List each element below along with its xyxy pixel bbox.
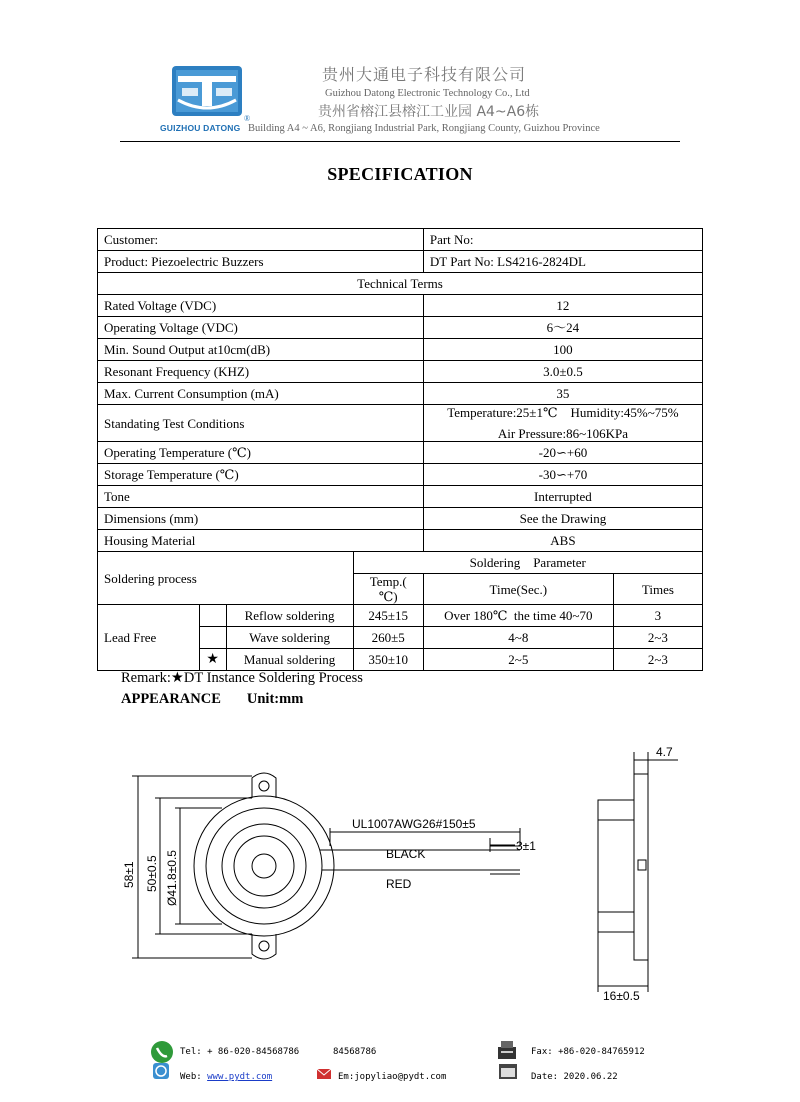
lead-free-label: Lead Free <box>98 605 200 671</box>
company-name-cn: 贵州大通电子科技有限公司 <box>322 65 527 84</box>
soldering-parameter-header: Soldering Parameter <box>353 552 702 574</box>
spec-label: Resonant Frequency (KHZ) <box>98 361 424 383</box>
table-row <box>98 317 703 339</box>
web-link[interactable]: www.pydt.com <box>207 1072 273 1082</box>
footer-tel: Tel: + 86-020-84568786 <box>180 1047 300 1057</box>
test-conditions-value <box>423 405 702 442</box>
test-conditions-line1: Temperature:25±1℃ Humidity:45%~75% <box>447 405 679 420</box>
wire-strip-label: 3±1 <box>516 839 536 853</box>
spec-label: Dimensions (mm) <box>98 508 424 530</box>
spec-value: ABS <box>423 530 702 552</box>
fax-icon <box>496 1039 518 1061</box>
buzzer-body-outline <box>194 796 334 936</box>
wire-red-label: RED <box>386 877 412 891</box>
soldering-temp: 245±15 <box>353 605 423 627</box>
star-mark: ★ <box>199 649 226 671</box>
footer-web <box>180 1072 272 1082</box>
section-title: Technical Terms <box>98 273 703 295</box>
footer-fax: Fax: +86-020-84765912 <box>531 1047 645 1057</box>
col-time: Time(Sec.) <box>423 574 613 605</box>
wire-black-label: BLACK <box>386 847 426 861</box>
table-row <box>98 251 703 273</box>
spec-value: -20∽+60 <box>423 442 702 464</box>
table-row <box>98 295 703 317</box>
mounting-tab-bottom <box>252 934 276 959</box>
spec-value: 100 <box>423 339 702 361</box>
soldering-temp: 350±10 <box>353 649 423 671</box>
footer-email[interactable]: Em:jopyliao@pydt.com <box>338 1072 447 1082</box>
spec-label: Storage Temperature (℃) <box>98 464 424 486</box>
table-row <box>98 464 703 486</box>
specification-table <box>97 228 703 671</box>
part-no-label: Part No: <box>423 229 702 251</box>
soldering-temp: 260±5 <box>353 627 423 649</box>
header-divider <box>120 141 680 142</box>
logo-caption: GUIZHOU DATONG <box>160 123 241 133</box>
soldering-method: Reflow soldering <box>226 605 353 627</box>
spec-label: Max. Current Consumption (mA) <box>98 383 424 405</box>
table-row <box>98 508 703 530</box>
table-row <box>98 273 703 295</box>
spec-label: Operating Temperature (℃) <box>98 442 424 464</box>
wire-spec-label: UL1007AWG26#150±5 <box>352 817 476 831</box>
mounting-tab-top <box>252 773 276 798</box>
dim-depth-label: 4.7 <box>656 745 673 759</box>
spec-label: Housing Material <box>98 530 424 552</box>
soldering-mark <box>199 605 226 627</box>
footer-tel2: 84568786 <box>333 1047 377 1057</box>
web-icon <box>152 1062 170 1080</box>
dim-height-label: 58±1 <box>122 861 136 888</box>
soldering-label: Soldering process <box>98 552 354 605</box>
table-row <box>98 405 703 442</box>
buzzer-drawing <box>0 720 800 1020</box>
dim-width-label: 16±0.5 <box>603 989 640 1003</box>
soldering-times: 3 <box>613 605 702 627</box>
col-temp: Temp.( ℃) <box>353 574 423 605</box>
spec-label: Standating Test Conditions <box>98 405 424 442</box>
company-name-en: Guizhou Datong Electronic Technology Co., Ltd <box>325 88 530 99</box>
page-title: SPECIFICATION <box>327 164 473 184</box>
appearance-label: APPEARANCE <box>121 691 221 707</box>
remark: Remark:★DT Instance Soldering Process <box>121 670 363 686</box>
dim-inner-label: 50±0.5 <box>145 855 159 892</box>
soldering-times: 2~3 <box>613 649 702 671</box>
spec-value: Interrupted <box>423 486 702 508</box>
soldering-times: 2~3 <box>613 627 702 649</box>
table-row <box>98 339 703 361</box>
calendar-icon <box>498 1062 518 1080</box>
product-name: Product: Piezoelectric Buzzers <box>98 251 424 273</box>
spec-label: Operating Voltage (VDC) <box>98 317 424 339</box>
unit-label: Unit:mm <box>246 691 304 707</box>
phone-icon <box>150 1040 174 1064</box>
spec-value: 6～24 <box>423 317 702 339</box>
spec-label: Rated Voltage (VDC) <box>98 295 424 317</box>
test-conditions-line2: Air Pressure:86~106KPa <box>497 426 628 441</box>
appearance-heading <box>121 691 303 708</box>
soldering-method: Manual soldering <box>226 649 353 671</box>
soldering-time: 2~5 <box>423 649 613 671</box>
table-row <box>98 605 703 627</box>
dt-part-no: DT Part No: LS4216-2824DL <box>423 251 702 273</box>
spec-value: 35 <box>423 383 702 405</box>
spec-value: -30∽+70 <box>423 464 702 486</box>
spec-value: See the Drawing <box>423 508 702 530</box>
table-row <box>98 442 703 464</box>
spec-value: 3.0±0.5 <box>423 361 702 383</box>
col-times: Times <box>613 574 702 605</box>
web-label: Web: <box>180 1072 202 1082</box>
company-address-en: Building A4 ~ A6, Rongjiang Industrial Park, Rongjiang County, Guizhou Province <box>248 123 600 134</box>
spec-label: Min. Sound Output at10cm(dB) <box>98 339 424 361</box>
table-row <box>98 552 703 574</box>
table-row <box>98 383 703 405</box>
footer-date: Date: 2020.06.22 <box>531 1072 618 1082</box>
table-row <box>98 530 703 552</box>
customer-label: Customer: <box>98 229 424 251</box>
table-row <box>98 361 703 383</box>
company-logo <box>172 66 242 122</box>
company-address-cn: 贵州省榕江县榕江工业园 A4~A6栋 <box>318 104 540 120</box>
dim-diameter-label: Ø41.8±0.5 <box>165 850 179 906</box>
spec-value: 12 <box>423 295 702 317</box>
email-icon <box>316 1065 334 1083</box>
soldering-time: 4~8 <box>423 627 613 649</box>
table-row <box>98 229 703 251</box>
soldering-method: Wave soldering <box>226 627 353 649</box>
soldering-time: Over 180℃ the time 40~70 <box>423 605 613 627</box>
soldering-mark <box>199 627 226 649</box>
registered-mark: ® <box>244 114 251 123</box>
spec-label: Tone <box>98 486 424 508</box>
table-row <box>98 486 703 508</box>
